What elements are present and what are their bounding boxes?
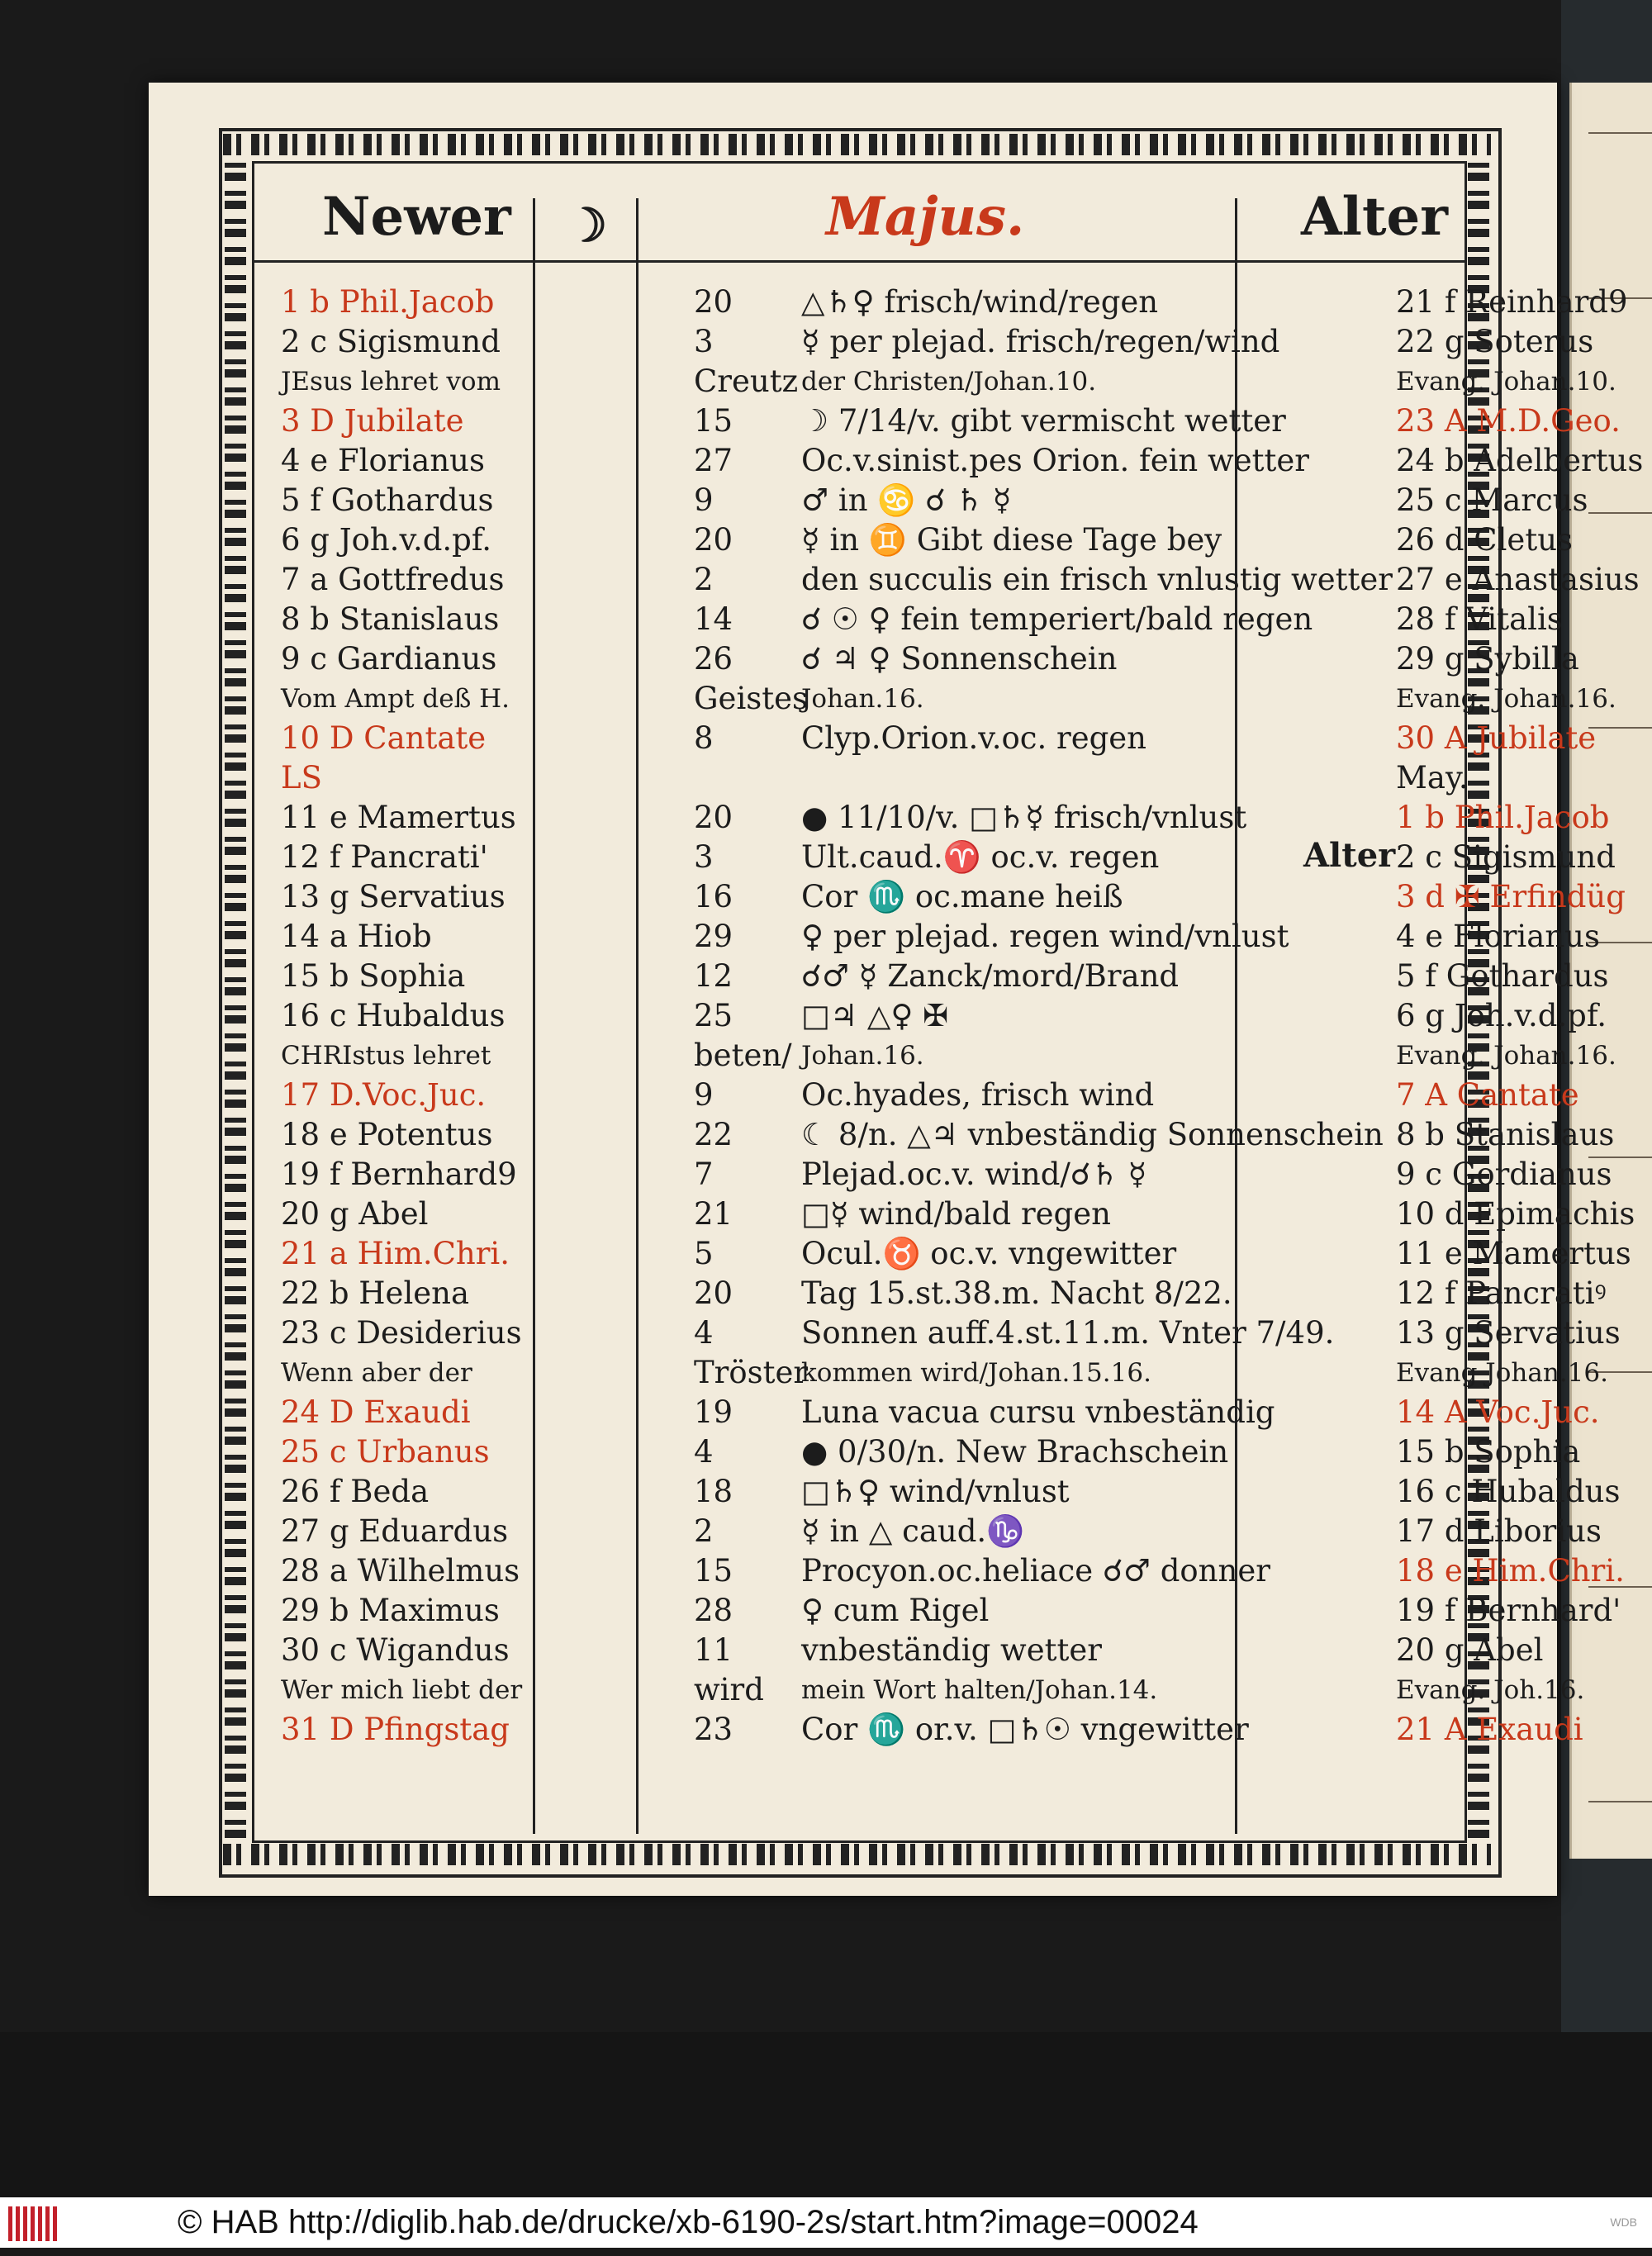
weather-prognosis: ☿ per plejad. frisch/regen/wind — [801, 324, 1280, 359]
new-calendar-day: 9 c Gardianus — [281, 641, 497, 677]
old-calendar-day: 12 f Pancratiꝰ — [1396, 1275, 1607, 1311]
moon-sign-cell: 7 — [694, 1156, 714, 1192]
new-calendar-day: LS — [281, 760, 322, 796]
new-calendar-day: 6 g Joh.v.d.pf. — [281, 522, 491, 558]
old-calendar-day: 21 f Reinhard9 — [1396, 284, 1628, 320]
weather-prognosis: den succulis ein frisch vnlustig wetter — [801, 562, 1393, 597]
weather-prognosis: kommen wird/Johan.15.16. — [801, 1358, 1151, 1388]
new-calendar-day: JEsus lehret vom — [281, 367, 501, 397]
weather-prognosis: Ocul.♉ oc.v. vngewitter — [801, 1236, 1177, 1271]
old-calendar-day: May. — [1396, 760, 1469, 796]
footer-mark: WDB — [1610, 2216, 1637, 2229]
old-calendar-day: 15 b Sophia — [1396, 1434, 1581, 1470]
new-calendar-day: 8 b Stanislaus — [281, 601, 500, 637]
old-calendar-day: 7 A Cantate — [1396, 1077, 1579, 1113]
moon-sign-cell: 4 — [694, 1315, 714, 1351]
new-calendar-day: 23 c Desiderius — [281, 1315, 522, 1351]
top-ornament-band — [223, 134, 1491, 155]
moon-sign-cell: 15 — [694, 1553, 733, 1589]
old-calendar-day: 11 e Mamertus — [1396, 1236, 1631, 1271]
moon-sign-cell: 19 — [694, 1394, 733, 1430]
old-calendar-day: 8 b Stanislaus — [1396, 1117, 1615, 1152]
moon-sign-cell: 28 — [694, 1593, 733, 1628]
old-calendar-day: 4 e Florianus — [1396, 919, 1600, 954]
weather-prognosis: ♂ in ♋ ☌ ♄ ☿ — [801, 482, 1012, 518]
new-calendar-day: 4 e Florianus — [281, 443, 485, 478]
moon-sign-cell: 15 — [694, 403, 733, 439]
moon-sign-cell: 18 — [694, 1474, 733, 1509]
moon-sign-cell: 21 — [694, 1196, 733, 1232]
moon-sign-cell: Creutz — [694, 363, 799, 399]
old-calendar-day: Evang. Joh.16. — [1396, 1675, 1585, 1705]
weather-prognosis: ☌ ♃ ♀ Sonnenschein — [801, 641, 1118, 677]
new-calendar-day: 17 D.Voc.Juc. — [281, 1077, 487, 1113]
new-calendar-day: 27 g Eduardus — [281, 1513, 509, 1549]
moon-sign-cell: 20 — [694, 284, 733, 320]
new-calendar-day: 24 D Exaudi — [281, 1394, 471, 1430]
header-newer: Newer — [322, 186, 511, 248]
weather-prognosis: Oc.hyades, frisch wind — [801, 1077, 1155, 1113]
old-calendar-day: 25 c Marcus — [1396, 482, 1588, 518]
old-calendar-day: 2 c Sigismund — [1396, 839, 1616, 875]
old-calendar-day: Evang. Johan.16. — [1396, 1041, 1616, 1071]
new-calendar-day: 25 c Urbanus — [281, 1434, 490, 1470]
old-calendar-day: 1 b Phil.Jacob — [1396, 800, 1610, 835]
new-calendar-day: 7 a Gottfredus — [281, 562, 505, 597]
moon-sign-cell: 22 — [694, 1117, 733, 1152]
weather-prognosis: ☿ in ♊ Gibt diese Tage bey — [801, 522, 1222, 558]
new-calendar-day: 20 g Abel — [281, 1196, 429, 1232]
moon-sign-cell: 9 — [694, 1077, 714, 1113]
moon-sign-cell: wird — [694, 1672, 764, 1707]
weather-prognosis: ● 0/30/n. New Brachschein — [801, 1434, 1229, 1470]
old-calendar-day: 10 d Epimachis — [1396, 1196, 1635, 1232]
old-calendar-day: 26 d Cletus — [1396, 522, 1574, 558]
new-calendar-day: 12 f Pancrati' — [281, 839, 488, 875]
new-calendar-day: 15 b Sophia — [281, 958, 466, 994]
weather-prognosis: Luna vacua cursu vnbeständig — [801, 1394, 1275, 1430]
new-calendar-day: Wer mich liebt der — [281, 1675, 523, 1705]
weather-prognosis: Plejad.oc.v. wind/☌♄ ☿ — [801, 1156, 1147, 1192]
weather-prognosis: Sonnen auff.4.st.11.m. Vnter 7/49. — [801, 1315, 1335, 1351]
new-calendar-day: 1 b Phil.Jacob — [281, 284, 495, 320]
moon-sign-cell: 3 — [694, 839, 714, 875]
weather-prognosis: Oc.v.sinist.pes Orion. fein wetter — [801, 443, 1309, 478]
moon-sign-cell: 20 — [694, 522, 733, 558]
weather-prognosis: Clyp.Orion.v.oc. regen — [801, 720, 1147, 756]
moon-icon: ☽ — [566, 198, 608, 253]
footer-bar — [0, 2197, 1652, 2248]
weather-prognosis: ☌ ☉ ♀ fein temperiert/bald regen — [801, 601, 1313, 637]
new-calendar-day: Wenn aber der — [281, 1358, 472, 1388]
moon-sign-cell: 14 — [694, 601, 733, 637]
calendar-page — [149, 83, 1644, 1896]
old-calendar-day: 6 g Joh.v.d.pf. — [1396, 998, 1607, 1033]
moon-sign-cell: 8 — [694, 720, 714, 756]
old-calendar-day: 5 f Gothardus — [1396, 958, 1609, 994]
old-calendar-day: 17 d Liborius — [1396, 1513, 1602, 1549]
weather-prognosis: der Christen/Johan.10. — [801, 367, 1097, 397]
new-calendar-day: 28 a Wilhelmus — [281, 1553, 520, 1589]
weather-prognosis: ☌♂ ☿ Zanck/mord/Brand — [801, 958, 1180, 994]
weather-prognosis: □☿ wind/bald regen — [801, 1196, 1111, 1232]
weather-prognosis: ☾ 8/n. △♃ vnbeständig Sonnenschein — [801, 1117, 1384, 1152]
old-calendar-day: 30 A Jubilate — [1396, 720, 1597, 756]
moon-sign-cell: 29 — [694, 919, 733, 954]
old-calendar-day: Evang. Johan.16. — [1396, 684, 1616, 714]
new-calendar-day: 29 b Maximus — [281, 1593, 500, 1628]
weather-prognosis: ♀ per plejad. regen wind/vnlust — [801, 919, 1289, 954]
moon-sign-cell: Geistes — [694, 681, 809, 716]
old-calendar-day: 16 c Hubaldus — [1396, 1474, 1621, 1509]
moon-sign-cell: Tröster — [694, 1355, 809, 1390]
new-calendar-day: Vom Ampt deß H. — [281, 684, 510, 714]
weather-prognosis: mein Wort halten/Johan.14. — [801, 1675, 1158, 1705]
old-calendar-day: Evang Johan.16. — [1396, 1358, 1608, 1388]
new-calendar-day: 11 e Mamertus — [281, 800, 516, 835]
old-calendar-day: 14 A Voc.Juc. — [1396, 1394, 1600, 1430]
old-calendar-day: 22 g Soterus — [1396, 324, 1594, 359]
weather-prognosis: Tag 15.st.38.m. Nacht 8/22. — [801, 1275, 1232, 1311]
old-calendar-day: 27 e Anastasius — [1396, 562, 1640, 597]
old-calendar-day: 3 d ✠ Erfindüg — [1396, 879, 1626, 914]
moon-sign-cell: 2 — [694, 1513, 714, 1549]
weather-prognosis: Cor ♏ or.v. □♄☉ vngewitter — [801, 1712, 1249, 1747]
old-calendar-day: 21 A Exaudi — [1396, 1712, 1583, 1747]
new-calendar-day: 21 a Him.Chri. — [281, 1236, 510, 1271]
new-calendar-day: 19 f Bernhard9 — [281, 1156, 517, 1192]
header-alter: Alter — [1301, 186, 1448, 248]
moon-sign-cell: 9 — [694, 482, 714, 518]
mid-alter-label: Alter — [1303, 836, 1396, 875]
old-calendar-day: 20 g Abel — [1396, 1632, 1544, 1668]
moon-sign-cell: 25 — [694, 998, 733, 1033]
new-calendar-day: 10 D Cantate — [281, 720, 487, 756]
new-calendar-day: 5 f Gothardus — [281, 482, 494, 518]
new-calendar-day: 18 e Potentus — [281, 1117, 493, 1152]
weather-prognosis: Johan.16. — [801, 684, 924, 714]
weather-prognosis: □♄♀ wind/vnlust — [801, 1474, 1070, 1509]
new-calendar-day: CHRIstus lehret — [281, 1041, 491, 1071]
weather-prognosis: Ult.caud.♈ oc.v. regen — [801, 839, 1160, 875]
moon-sign-cell: 26 — [694, 641, 733, 677]
new-calendar-day: 26 f Beda — [281, 1474, 430, 1509]
old-calendar-day: 18 e Him.Chri. — [1396, 1553, 1625, 1589]
moon-sign-cell: 5 — [694, 1236, 714, 1271]
moon-sign-cell: 27 — [694, 443, 733, 478]
weather-prognosis: ☽ 7/14/v. gibt vermischt wetter — [801, 403, 1286, 439]
bottom-ornament-band — [223, 1844, 1491, 1865]
weather-prognosis: Cor ♏ oc.mane heiß — [801, 879, 1123, 914]
new-calendar-day: 16 c Hubaldus — [281, 998, 506, 1033]
moon-sign-cell: 12 — [694, 958, 733, 994]
old-calendar-day: Evang. Johan.10. — [1396, 367, 1616, 397]
new-calendar-day: 31 D Pfingstag — [281, 1712, 510, 1747]
weather-prognosis: vnbeständig wetter — [801, 1632, 1102, 1668]
new-calendar-day: 14 a Hiob — [281, 919, 432, 954]
hab-logo-icon — [8, 2206, 70, 2240]
weather-prognosis: ♀ cum Rigel — [801, 1593, 990, 1628]
old-calendar-day: 9 c Gordianus — [1396, 1156, 1612, 1192]
new-calendar-day: 22 b Helena — [281, 1275, 470, 1311]
weather-prognosis: □♃ △♀ ✠ — [801, 998, 949, 1033]
weather-prognosis: ☿ in △ caud.♑ — [801, 1513, 1025, 1549]
footer-copyright: © HAB http://diglib.hab.de/drucke/xb-6190-2s/start.htm?image=00024 — [178, 2204, 1199, 2240]
new-calendar-day: 13 g Servatius — [281, 879, 506, 914]
header-rule — [252, 260, 1466, 263]
moon-sign-cell: 3 — [694, 324, 714, 359]
old-calendar-day: 24 b Adelbertus — [1396, 443, 1644, 478]
old-calendar-day: 28 f Vitalis — [1396, 601, 1563, 637]
old-calendar-day: 13 g Servatius — [1396, 1315, 1621, 1351]
moon-sign-cell: 20 — [694, 1275, 733, 1311]
left-ornament-band — [225, 161, 246, 1838]
moon-sign-cell: 11 — [694, 1632, 733, 1668]
moon-sign-cell: 23 — [694, 1712, 733, 1747]
weather-prognosis: Johan.16. — [801, 1041, 924, 1071]
old-calendar-day: 23 A M.D.Geo. — [1396, 403, 1621, 439]
weather-prognosis: Procyon.oc.heliace ☌♂ donner — [801, 1553, 1270, 1589]
weather-prognosis: ● 11/10/v. □♄☿ frisch/vnlust — [801, 800, 1247, 835]
new-calendar-day: 30 c Wigandus — [281, 1632, 510, 1668]
old-calendar-day: 29 g Sybilla — [1396, 641, 1579, 677]
moon-sign-cell: beten/ — [694, 1038, 792, 1073]
new-calendar-day: 3 D Jubilate — [281, 403, 464, 439]
new-calendar-day: 2 c Sigismund — [281, 324, 501, 359]
moon-sign-cell: 2 — [694, 562, 714, 597]
moon-sign-cell: 4 — [694, 1434, 714, 1470]
old-calendar-day: 19 f Bernhard' — [1396, 1593, 1621, 1628]
header-month: Majus. — [826, 186, 1025, 248]
weather-prognosis: △♄♀ frisch/wind/regen — [801, 284, 1159, 320]
moon-sign-cell: 16 — [694, 879, 733, 914]
moon-sign-cell: 20 — [694, 800, 733, 835]
